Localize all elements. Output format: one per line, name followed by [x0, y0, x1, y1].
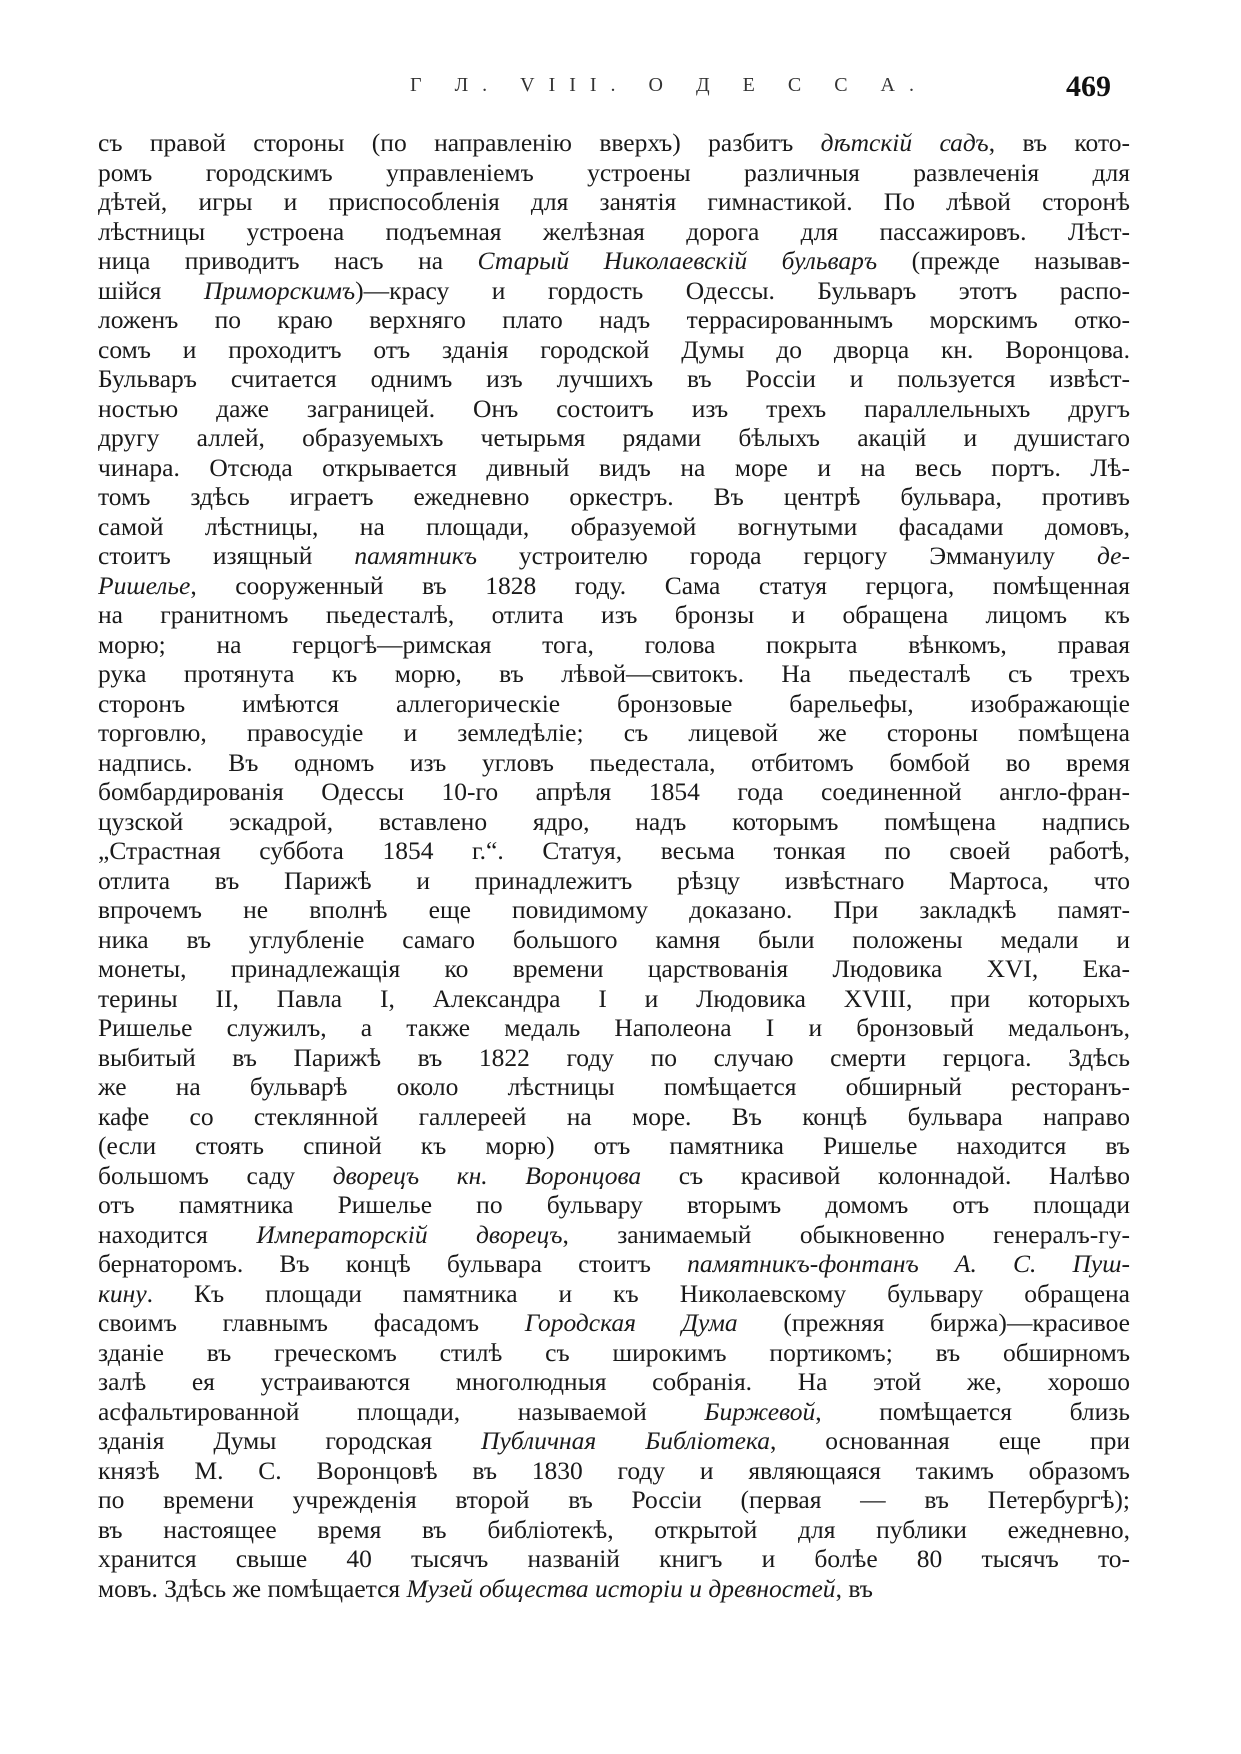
text-segment: самой лѣстницы, на площади, образуемой вогнутыми фасадами домовъ,	[98, 511, 1130, 541]
text-segment: Ришелье служилъ, а также медаль Наполеона I и бронзовый медальонъ,	[98, 1013, 1130, 1042]
text-segment: ница приводитъ насъ на	[98, 246, 478, 275]
text-line	[98, 984, 1130, 1014]
italic-term: Приморскимъ	[203, 275, 356, 305]
text-segment: , въ кото-	[988, 128, 1130, 157]
text-line	[98, 1131, 1130, 1161]
text-line	[98, 895, 1130, 925]
text-line	[98, 1308, 1130, 1338]
text-segment: рука протянута къ морю, въ лѣвой—свитокъ. На пьедесталѣ съ трехъ	[98, 659, 1130, 688]
italic-term: дворецъ кн. Воронцова	[332, 1160, 642, 1190]
text-line	[98, 925, 1130, 955]
text-segment: торговлю, правосудіе и земледѣліе; съ лицевой же стороны помѣщена	[98, 718, 1130, 747]
text-segment: , основанная еще при	[769, 1426, 1130, 1455]
text-line	[98, 777, 1130, 807]
text-segment: лѣстницы устроена подъемная желѣзная дорога для пассажировъ. Лѣст-	[98, 216, 1130, 246]
text-segment: сомъ и проходитъ отъ зданія городской Думы до дворца кн. Воронцова.	[98, 334, 1130, 364]
text-segment: на гранитномъ пьедесталѣ, отлита изъ бронзы и обращена лицомъ къ	[98, 600, 1130, 629]
text-line	[98, 1485, 1130, 1515]
italic-term: Музей общества исторіи и древностей	[406, 1573, 836, 1603]
text-segment: мовъ. Здѣсь же помѣщается	[98, 1573, 407, 1603]
text-line	[98, 1013, 1130, 1043]
running-head	[0, 70, 1241, 110]
text-segment: стоитъ изящный	[98, 541, 355, 570]
text-line	[98, 364, 1130, 394]
text-line	[98, 246, 1130, 276]
text-line	[98, 659, 1130, 689]
text-line	[98, 836, 1130, 866]
text-line	[98, 276, 1130, 306]
text-segment: асфальтированной площади, называемой	[98, 1396, 705, 1426]
text-segment: кафе со стеклянной галлереей на море. Въ концѣ бульвара направо	[98, 1101, 1130, 1131]
text-line	[98, 807, 1130, 837]
text-line	[98, 1338, 1130, 1368]
text-line	[98, 453, 1130, 483]
italic-term: памятникъ-фонтанъ А. С. Пуш-	[687, 1249, 1130, 1278]
text-line	[98, 128, 1130, 158]
text-segment: морю; на герцогѣ—римская тога, голова покрыта вѣнкомъ, правая	[98, 629, 1130, 659]
text-line	[98, 541, 1130, 571]
page-number: 469	[1066, 70, 1111, 103]
text-segment: )—красу и гордость Одессы. Бульваръ этотъ распо-	[355, 275, 1130, 305]
text-line	[98, 1544, 1130, 1574]
text-segment: . Къ площади памятника и къ Николаевскому бульвару обращена	[146, 1278, 1130, 1308]
text-segment: цузской эскадрой, вставлено ядро, надъ которымъ помѣщена надпись	[98, 806, 1130, 836]
text-segment: ложенъ по краю верхняго плато надъ террасированнымъ морскимъ отко-	[98, 305, 1130, 334]
text-line	[98, 1190, 1130, 1220]
text-line	[98, 187, 1130, 217]
text-segment: зданіе въ греческомъ стилѣ съ широкимъ портикомъ; въ обширномъ	[98, 1337, 1130, 1367]
text-segment: устроителю города герцогу Эммануилу	[476, 541, 1097, 570]
text-segment: , помѣщается близь	[815, 1396, 1130, 1426]
text-segment: томъ здѣсь играетъ ежедневно оркестръ. Въ центрѣ бульвара, противъ	[98, 482, 1130, 511]
text-segment: (если стоять спиной къ морю) отъ памятника Ришелье находится въ	[98, 1131, 1130, 1160]
italic-term: кину	[98, 1278, 147, 1308]
italic-term: Публичная Библіотека	[481, 1426, 770, 1455]
italic-term: Биржевой	[704, 1396, 816, 1426]
text-line	[98, 1249, 1130, 1279]
italic-term: Городская Дума	[524, 1308, 738, 1337]
text-line	[98, 1102, 1130, 1132]
text-segment: бомбардированія Одессы 10-го апрѣля 1854 года соединенной англо-фран-	[98, 777, 1130, 806]
italic-term: Ришелье	[98, 570, 191, 600]
text-segment: шійся	[98, 275, 204, 305]
text-segment: , занимаемый обыкновенно генералъ-гу-	[562, 1219, 1130, 1249]
body-text	[98, 128, 1130, 1603]
text-segment: же на бульварѣ около лѣстницы помѣщается обширный ресторанъ-	[98, 1072, 1130, 1101]
text-line	[98, 423, 1130, 453]
text-segment: „Страстная суббота 1854 г.“. Статуя, весьма тонкая по своей работѣ,	[98, 836, 1130, 865]
text-segment: съ красивой колоннадой. Налѣво	[641, 1160, 1130, 1190]
text-line	[98, 600, 1130, 630]
text-segment: залѣ ея устраиваются многолюдныя собранія. На этой же, хорошо	[98, 1367, 1130, 1396]
text-segment: терины II, Павла I, Александра I и Людовика XVIII, при которыхъ	[98, 983, 1130, 1013]
italic-term: де-	[1096, 541, 1130, 570]
text-line	[98, 954, 1130, 984]
text-segment: по времени учрежденія второй въ Россіи (первая — въ Петербургѣ);	[98, 1485, 1130, 1514]
text-line	[98, 394, 1130, 424]
text-segment: монеты, принадлежащія ко времени царствованія Людовика XVI, Ека-	[98, 954, 1130, 983]
text-line	[98, 1397, 1130, 1427]
text-line	[98, 630, 1130, 660]
text-line	[98, 512, 1130, 542]
text-segment: князѣ М. С. Воронцовѣ въ 1830 году и являющаяся такимъ образомъ	[98, 1455, 1130, 1485]
text-segment: своимъ главнымъ фасадомъ	[98, 1308, 525, 1337]
text-line	[98, 1574, 1130, 1604]
text-segment: другу аллей, образуемыхъ четырьмя рядами бѣлыхъ акацій и душистаго	[98, 423, 1130, 452]
text-segment: чинара. Отсюда открывается дивный видъ на море и на весь портъ. Лѣ-	[98, 452, 1130, 482]
text-segment: большомъ саду	[98, 1160, 333, 1190]
text-line	[98, 335, 1130, 365]
text-segment: , сооруженный въ 1828 году. Сама статуя герцога, помѣщенная	[190, 570, 1130, 600]
italic-term: дѣтскій садъ	[820, 128, 989, 157]
text-line	[98, 217, 1130, 247]
text-line	[98, 689, 1130, 719]
text-segment: ностью даже заграницей. Онъ состоитъ изъ трехъ параллельныхъ другъ	[98, 393, 1130, 423]
text-segment: (прежняя биржа)—красивое	[737, 1308, 1130, 1337]
text-line	[98, 1456, 1130, 1486]
chapter-title: Г Л. VIII. О Д Е С С А.	[410, 74, 928, 96]
text-line	[98, 1426, 1130, 1456]
text-line	[98, 305, 1130, 335]
text-line	[98, 571, 1130, 601]
italic-term: памятникъ	[354, 541, 477, 570]
text-segment: (прежде называв-	[877, 246, 1130, 275]
text-segment: дѣтей, игры и приспособленія для занятія гимнастикой. По лѣвой сторонѣ	[98, 187, 1130, 216]
italic-term: Императорскій дворецъ	[256, 1219, 563, 1249]
text-line	[98, 1072, 1130, 1102]
text-segment: надпись. Въ одномъ изъ угловъ пьедестала, отбитомъ бомбой во время	[98, 747, 1130, 777]
text-line	[98, 1220, 1130, 1250]
text-segment: , въ	[835, 1573, 873, 1603]
text-segment: ромъ городскимъ управленіемъ устроены различныя развлеченія для	[98, 157, 1130, 187]
text-segment: отлита въ Парижѣ и принадлежитъ рѣзцу извѣстнаго Мартоса, что	[98, 865, 1130, 895]
text-segment: ника въ углубленіе самаго большого камня были положены медали и	[98, 924, 1130, 954]
text-segment: хранится свыше 40 тысячъ названій книгъ и болѣе 80 тысячъ то-	[98, 1544, 1130, 1573]
italic-term: Старый Николаевскій бульваръ	[477, 246, 878, 275]
text-segment: въ настоящее время въ библіотекѣ, открытой для публики ежедневно,	[98, 1514, 1130, 1544]
text-line	[98, 158, 1130, 188]
text-line	[98, 482, 1130, 512]
text-segment: сторонъ имѣются аллегорическіе бронзовые барельефы, изображающіе	[98, 688, 1130, 718]
text-segment: впрочемъ не вполнѣ еще повидимому доказано. При закладкѣ памят-	[98, 895, 1130, 924]
text-segment: отъ памятника Ришелье по бульвару вторымъ домомъ отъ площади	[98, 1190, 1130, 1219]
text-line	[98, 1161, 1130, 1191]
text-line	[98, 1043, 1130, 1073]
text-line	[98, 866, 1130, 896]
text-line	[98, 748, 1130, 778]
text-segment: находится	[98, 1219, 257, 1249]
text-line	[98, 1367, 1130, 1397]
text-segment: бернаторомъ. Въ концѣ бульвара стоитъ	[98, 1249, 688, 1278]
text-line	[98, 1279, 1130, 1309]
text-segment: съ правой стороны (по направленію вверхъ) разбитъ	[98, 128, 821, 157]
text-segment: зданія Думы городская	[98, 1426, 482, 1455]
text-line	[98, 718, 1130, 748]
text-segment: выбитый въ Парижѣ въ 1822 году по случаю смерти герцога. Здѣсь	[98, 1042, 1130, 1072]
text-segment: Бульваръ считается однимъ изъ лучшихъ въ Россіи и пользуется извѣст-	[98, 364, 1130, 393]
text-line	[98, 1515, 1130, 1545]
